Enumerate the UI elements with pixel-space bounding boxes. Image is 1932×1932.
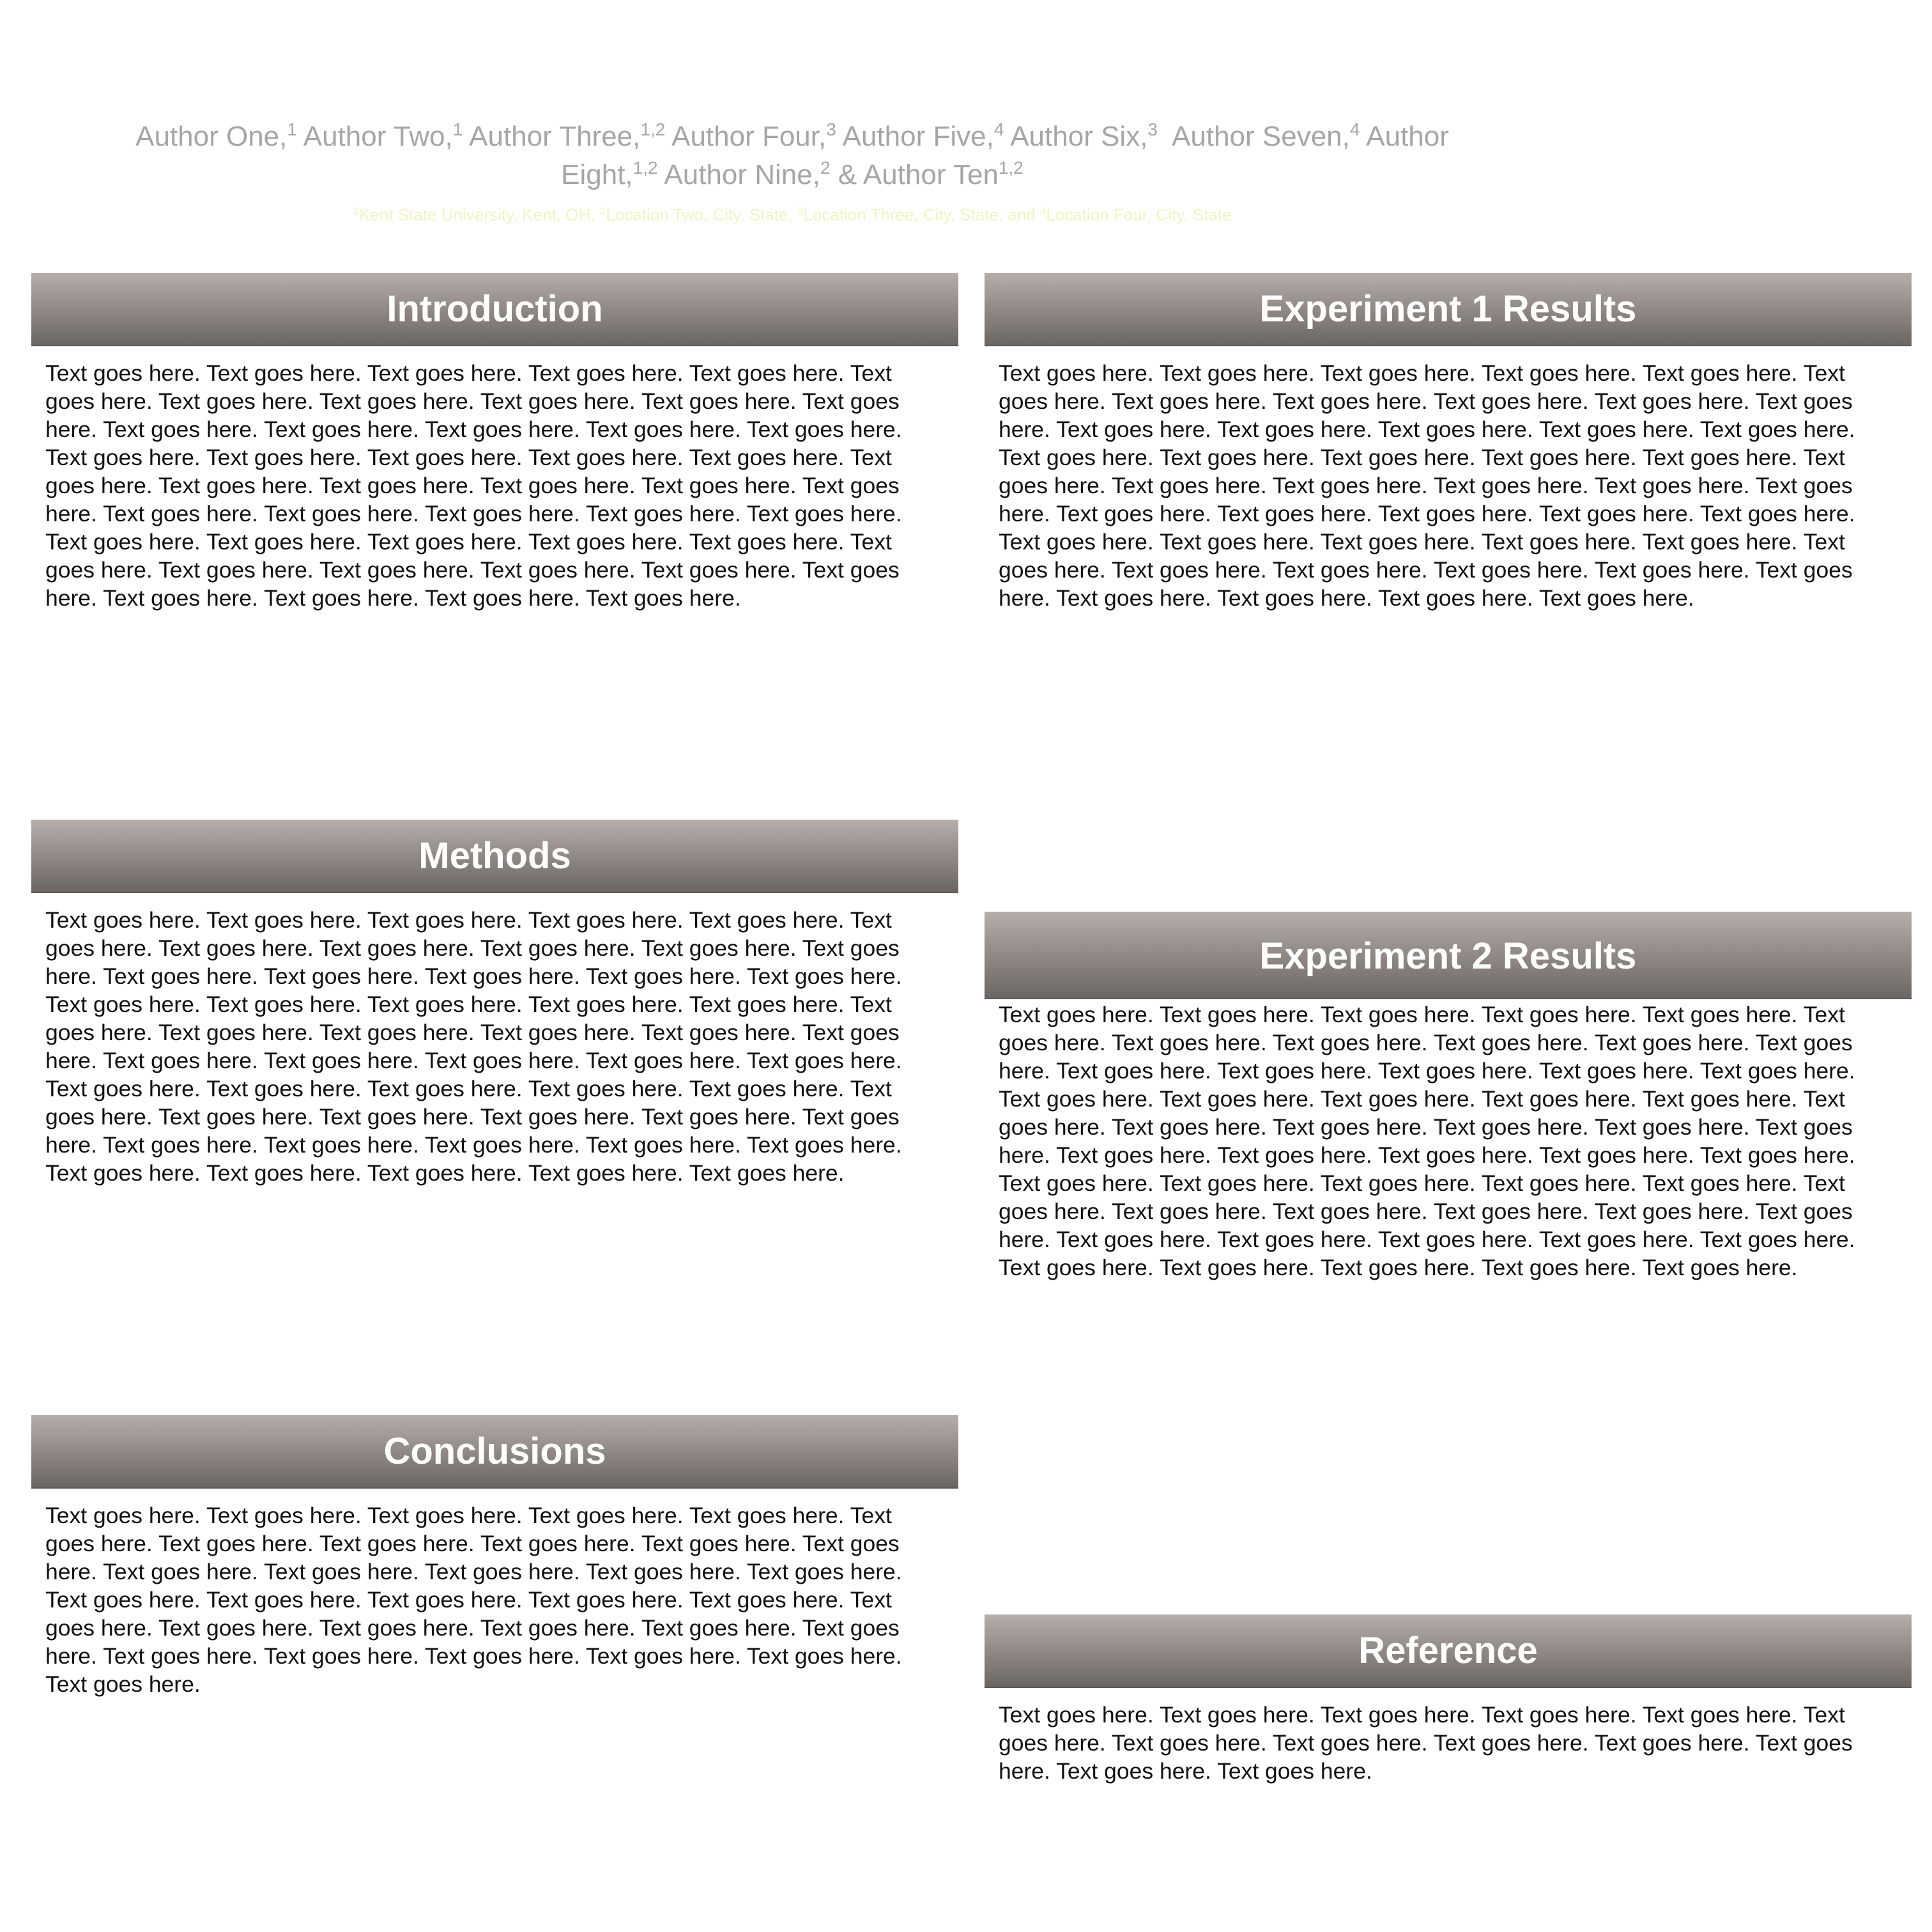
- section-body: Text goes here. Text goes here. Text goes here. Text goes here. Text goes here. Text goes here. Text goes here. Text goes here. Text goes here. Text goes here. Text goes here. Text goes here. Text goes here. Text goes here. Text goes here. Text goes here. Text goes here. Text goes here. Text goes here. Text goes here. Text goes here. Text goes here. Text goes here. Text goes here. Text goes here. Text goes here. Text goes here. Text goes here. Text goes here. Text goes here. Text goes here. Text goes here. Text goes here.: [45, 1503, 902, 1697]
- section-body: Text goes here. Text goes here. Text goes here. Text goes here. Text goes here. Text goes here. Text goes here. Text goes here. Text goes here. Text goes here. Text goes here. Text goes here. Text goes here. Text goes here. Text goes here. Text goes here. Text goes here. Text goes here. Text goes here. Text goes here. Text goes here. Text goes here. Text goes here. Text goes here. Text goes here. Text goes here. Text goes here. Text goes here. Text goes here. Text goes here. Text goes here. Text goes here. Text goes here. Text goes here. Text goes here. Text goes here. Text goes here. Text goes here. Text goes here. Text goes here. Text goes here. Text goes here. Text goes here. Text goes here. Text goes here. Text goes here. Text goes here. Text goes here. Text goes here. Text goes here. Text goes here. Text goes here. Text goes here.: [999, 1002, 1855, 1280]
- section-header: Methods: [31, 820, 958, 893]
- affiliation-sup: 4: [1039, 205, 1046, 217]
- author-name: Author Five,: [836, 121, 994, 152]
- section-header: Reference: [985, 1614, 1912, 1688]
- author-affiliation-sup: 4: [1349, 119, 1360, 139]
- author-line-1: [64, 119, 1521, 157]
- experiment-1-results-section: [985, 273, 1912, 612]
- section-body: Text goes here. Text goes here. Text goes here. Text goes here. Text goes here. Text goes here. Text goes here. Text goes here. Text goes here. Text goes here. Text goes here. Text goes here. Text goes here. Text goes here. Text goes here. Text goes here. Text goes here. Text goes here. Text goes here. Text goes here. Text goes here. Text goes here. Text goes here. Text goes here. Text goes here. Text goes here. Text goes here. Text goes here. Text goes here. Text goes here. Text goes here. Text goes here. Text goes here. Text goes here. Text goes here. Text goes here. Text goes here. Text goes here. Text goes here. Text goes here. Text goes here. Text goes here. Text goes here. Text goes here. Text goes here. Text goes here. Text goes here.: [45, 360, 902, 611]
- conclusions-section: [31, 1415, 958, 1698]
- section-header: Introduction: [31, 273, 958, 346]
- author-name: & Author Ten: [830, 159, 999, 190]
- author-affiliation-sup: 3: [826, 119, 836, 139]
- methods-section: [31, 820, 958, 1187]
- author-affiliation-sup: 4: [993, 119, 1004, 139]
- section-header: Experiment 2 Results: [985, 912, 1912, 999]
- affiliation-sup: 3: [797, 205, 804, 217]
- author-affiliation-sup: 1,2: [640, 119, 666, 139]
- affiliation-sup: 2: [599, 205, 606, 217]
- experiment-2-results-section: [985, 912, 1912, 1282]
- author-line-2: [64, 157, 1521, 195]
- author-name: Author Seven,: [1158, 121, 1350, 152]
- reference-section: [985, 1614, 1912, 1785]
- author-affiliation-sup: 1: [452, 119, 463, 139]
- introduction-section: [31, 273, 958, 612]
- author-name: Author Four,: [665, 121, 827, 152]
- affiliation-text: Kent State University, Kent, OH,: [359, 205, 600, 224]
- author-affiliation-sup: 1,2: [998, 158, 1023, 178]
- author-affiliation-sup: 1: [287, 119, 297, 139]
- author-name: Eight,: [561, 159, 633, 190]
- affiliation-text: Location Four, City, State: [1046, 205, 1232, 224]
- author-name: Author Nine,: [657, 159, 820, 190]
- author-name: Author Three,: [463, 121, 641, 152]
- section-header: Conclusions: [31, 1415, 958, 1489]
- section-body: Text goes here. Text goes here. Text goes here. Text goes here. Text goes here. Text goes here. Text goes here. Text goes here. Text goes here. Text goes here. Text goes here. Text goes here. Text goes here. Text goes here. Text goes here. Text goes here. Text goes here. Text goes here. Text goes here. Text goes here. Text goes here. Text goes here. Text goes here. Text goes here. Text goes here. Text goes here. Text goes here. Text goes here. Text goes here. Text goes here. Text goes here. Text goes here. Text goes here. Text goes here. Text goes here. Text goes here. Text goes here. Text goes here. Text goes here. Text goes here. Text goes here. Text goes here. Text goes here. Text goes here. Text goes here. Text goes here. Text goes here. Text goes here. Text goes here. Text goes here. Text goes here. Text goes here. Text goes here.: [45, 907, 902, 1186]
- author-name: Author Six,: [1004, 121, 1148, 152]
- author-name: Author One,: [135, 121, 288, 152]
- affiliations: [64, 203, 1521, 229]
- affiliation-sup: 1: [353, 205, 360, 217]
- author-name: Author: [1360, 121, 1449, 152]
- section-body: Text goes here. Text goes here. Text goes here. Text goes here. Text goes here. Text goes here. Text goes here. Text goes here. Text goes here. Text goes here. Text goes here. Text goes here. Text goes here. Text goes here. Text goes here. Text goes here. Text goes here. Text goes here. Text goes here. Text goes here. Text goes here. Text goes here. Text goes here. Text goes here. Text goes here. Text goes here. Text goes here. Text goes here. Text goes here. Text goes here. Text goes here. Text goes here. Text goes here. Text goes here. Text goes here. Text goes here. Text goes here. Text goes here. Text goes here. Text goes here. Text goes here. Text goes here. Text goes here. Text goes here. Text goes here. Text goes here. Text goes here.: [999, 360, 1855, 611]
- section-header: Experiment 1 Results: [985, 273, 1912, 346]
- affiliation-text: Location Two, City, State,: [606, 205, 797, 224]
- author-affiliation-sup: 2: [820, 158, 831, 178]
- author-affiliation-sup: 3: [1147, 119, 1158, 139]
- author-list: [64, 119, 1521, 195]
- affiliation-text: Location Three, City, State, and: [803, 205, 1040, 224]
- section-body: Text goes here. Text goes here. Text goes here. Text goes here. Text goes here. Text goes here. Text goes here. Text goes here. Text goes here. Text goes here. Text goes here. Text goes here. Text goes here.: [999, 1702, 1853, 1784]
- author-affiliation-sup: 1,2: [632, 158, 658, 178]
- author-name: Author Two,: [296, 121, 453, 152]
